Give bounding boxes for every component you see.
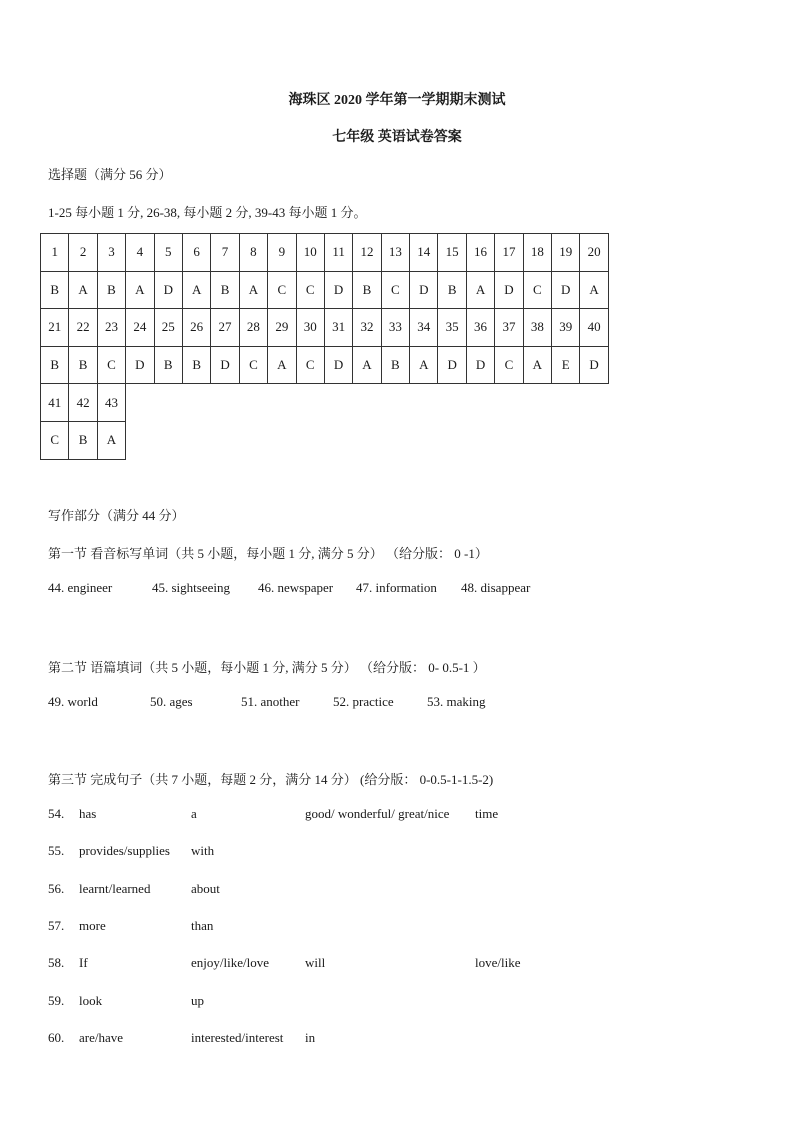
part2-heading: 第二节 语篇填词（共 5 小题，每小题 1 分, 满分 5 分） （给分版： 0- 0.5-1 ） bbox=[48, 660, 486, 675]
question-number-cell: 25 bbox=[154, 309, 182, 347]
sentence-answer-word: a bbox=[191, 806, 197, 821]
sentence-number: 55. bbox=[48, 843, 65, 859]
answer-letter-cell: A bbox=[353, 346, 381, 384]
answer-letter-cell: B bbox=[211, 271, 239, 309]
question-number-cell: 42 bbox=[69, 384, 97, 422]
question-number-row bbox=[41, 309, 609, 347]
sentence-answer-word: If bbox=[79, 955, 88, 971]
answer-letter-cell: E bbox=[552, 346, 580, 384]
question-number-cell: 7 bbox=[211, 234, 239, 272]
answer-letter-cell: D bbox=[126, 346, 154, 384]
sentence-answer-word: interested/interest bbox=[191, 1029, 284, 1045]
sentence-answer-word: in bbox=[305, 1029, 316, 1045]
sentence-answer-word: than bbox=[191, 917, 214, 933]
sentence-number: 59. bbox=[48, 992, 65, 1008]
page-title: 海珠区 2020 学年第一学期期末测试 bbox=[288, 93, 506, 108]
question-number-cell: 33 bbox=[381, 309, 409, 347]
question-number-cell: 13 bbox=[381, 234, 409, 272]
answer-letter-cell: D bbox=[154, 271, 182, 309]
sentence-answer-word: has bbox=[79, 806, 97, 821]
question-number-cell: 30 bbox=[296, 309, 324, 347]
answer-letter-cell: D bbox=[580, 346, 608, 384]
answer-letter-cell: B bbox=[353, 271, 381, 309]
question-number-cell: 32 bbox=[353, 309, 381, 347]
answer-49: 49. world bbox=[48, 694, 98, 709]
question-number-cell: 20 bbox=[580, 234, 608, 272]
question-number-cell: 4 bbox=[126, 234, 154, 272]
question-number-cell: 9 bbox=[268, 234, 296, 272]
sentence-answer-word: up bbox=[191, 992, 204, 1008]
sentence-answer-word: enjoy/like/love bbox=[191, 955, 269, 971]
question-number-cell: 34 bbox=[410, 309, 438, 347]
sentence-answer-word: will bbox=[305, 955, 326, 971]
answer-letter-cell: C bbox=[239, 346, 267, 384]
question-number-cell: 38 bbox=[523, 309, 551, 347]
sentence-number: 58. bbox=[48, 955, 65, 971]
answer-letter-cell: C bbox=[296, 346, 324, 384]
answer-letter-cell: D bbox=[552, 271, 580, 309]
question-number-cell: 17 bbox=[495, 234, 523, 272]
answer-letter-cell: D bbox=[324, 346, 352, 384]
sentence-number: 54. bbox=[48, 806, 65, 821]
choice-heading: 选择题（满分 56 分） bbox=[48, 167, 172, 182]
sentence-answer-word: provides/supplies bbox=[79, 843, 170, 859]
question-number-cell: 2 bbox=[69, 234, 97, 272]
answer-letter-cell: B bbox=[97, 271, 125, 309]
answer-letter-cell: C bbox=[296, 271, 324, 309]
answer-letter-cell: D bbox=[438, 346, 466, 384]
question-number-cell: 27 bbox=[211, 309, 239, 347]
question-number-cell: 43 bbox=[97, 384, 125, 422]
answer-letter-cell: A bbox=[268, 346, 296, 384]
question-number-cell: 5 bbox=[154, 234, 182, 272]
question-number-cell: 35 bbox=[438, 309, 466, 347]
answer-53: 53. making bbox=[427, 694, 486, 709]
sentence-number: 56. bbox=[48, 880, 65, 896]
answer-letter-cell: B bbox=[154, 346, 182, 384]
sentence-answer-word: love/like bbox=[475, 955, 521, 971]
question-number-cell: 8 bbox=[239, 234, 267, 272]
question-number-cell: 10 bbox=[296, 234, 324, 272]
question-number-cell: 28 bbox=[239, 309, 267, 347]
answer-letter-cell: C bbox=[381, 271, 409, 309]
answer-letter-cell: D bbox=[495, 271, 523, 309]
answer-46: 46. newspaper bbox=[258, 580, 334, 595]
answer-letter-cell: C bbox=[523, 271, 551, 309]
answer-letter-cell: D bbox=[324, 271, 352, 309]
answer-letter-cell: D bbox=[211, 346, 239, 384]
question-number-cell: 14 bbox=[410, 234, 438, 272]
answer-45: 45. sightseeing bbox=[152, 580, 230, 595]
question-number-cell: 39 bbox=[552, 309, 580, 347]
answer-letter-cell: A bbox=[182, 271, 210, 309]
question-number-cell: 15 bbox=[438, 234, 466, 272]
question-number-cell: 23 bbox=[97, 309, 125, 347]
answer-letter-cell: C bbox=[97, 346, 125, 384]
answer-48: 48. disappear bbox=[461, 580, 531, 595]
question-number-row bbox=[41, 234, 609, 272]
answer-letter-cell: A bbox=[523, 346, 551, 384]
sentence-answer-word: time bbox=[475, 806, 499, 821]
answer-letter-cell: C bbox=[41, 421, 69, 459]
answer-letter-cell: A bbox=[410, 346, 438, 384]
question-number-cell: 16 bbox=[466, 234, 494, 272]
question-number-cell: 11 bbox=[324, 234, 352, 272]
answer-letter-cell: A bbox=[97, 421, 125, 459]
choice-scoring-note: 1-25 每小题 1 分, 26-38, 每小题 2 分, 39-43 每小题 1 分。 bbox=[48, 205, 367, 220]
sentence-answer-word: more bbox=[79, 917, 106, 933]
question-number-cell: 37 bbox=[495, 309, 523, 347]
question-number-cell: 41 bbox=[41, 384, 69, 422]
answer-letter-cell: B bbox=[41, 271, 69, 309]
answer-47: 47. information bbox=[356, 580, 437, 595]
answer-44: 44. engineer bbox=[48, 580, 113, 595]
answer-51: 51. another bbox=[241, 694, 300, 709]
answer-letter-cell: D bbox=[410, 271, 438, 309]
question-number-cell: 19 bbox=[552, 234, 580, 272]
question-number-cell: 26 bbox=[182, 309, 210, 347]
sentence-number: 60. bbox=[48, 1029, 65, 1045]
part1-heading: 第一节 看音标写单词（共 5 小题，每小题 1 分, 满分 5 分） （给分版： 0 -1） bbox=[48, 546, 488, 561]
answer-letter-row bbox=[41, 271, 609, 309]
answer-letter-cell: D bbox=[466, 346, 494, 384]
sentence-answer-word: look bbox=[79, 992, 103, 1008]
answer-50: 50. ages bbox=[150, 694, 193, 709]
answer-key-table bbox=[40, 233, 609, 460]
answer-letter-cell: B bbox=[438, 271, 466, 309]
part2-answers bbox=[48, 694, 748, 714]
answer-letter-cell: B bbox=[41, 346, 69, 384]
question-number-cell: 12 bbox=[353, 234, 381, 272]
answer-letter-cell: C bbox=[268, 271, 296, 309]
sentence-answer-word: are/have bbox=[79, 1029, 124, 1045]
question-number-cell: 6 bbox=[182, 234, 210, 272]
sentence-answer-word: learnt/learned bbox=[79, 880, 151, 896]
question-number-cell: 31 bbox=[324, 309, 352, 347]
page-subtitle: 七年级 英语试卷答案 bbox=[332, 130, 462, 145]
answer-letter-cell: B bbox=[69, 421, 97, 459]
sentence-answer-word: about bbox=[191, 880, 220, 896]
part3-heading: 第三节 完成句子（共 7 小题，每题 2 分，满分 14 分） (给分版： 0-0.5-1-1.5-2) bbox=[48, 772, 494, 787]
question-number-cell: 40 bbox=[580, 309, 608, 347]
answer-letter-cell: B bbox=[381, 346, 409, 384]
sentence-answer-word: good/ wonderful/ great/nice bbox=[305, 806, 450, 821]
question-number-cell: 29 bbox=[268, 309, 296, 347]
answer-letter-cell: A bbox=[126, 271, 154, 309]
question-number-cell: 22 bbox=[69, 309, 97, 347]
answer-letter-row bbox=[41, 346, 609, 384]
sentence-answer-word: with bbox=[191, 843, 215, 859]
answer-letter-cell: A bbox=[466, 271, 494, 309]
question-number-cell: 21 bbox=[41, 309, 69, 347]
question-number-cell: 1 bbox=[41, 234, 69, 272]
answer-52: 52. practice bbox=[333, 694, 394, 709]
answer-letter-cell: A bbox=[580, 271, 608, 309]
writing-heading: 写作部分（满分 44 分） bbox=[48, 508, 185, 523]
question-number-cell: 24 bbox=[126, 309, 154, 347]
question-number-cell: 36 bbox=[466, 309, 494, 347]
answer-letter-row bbox=[41, 421, 609, 459]
answer-letter-cell: B bbox=[182, 346, 210, 384]
answer-letter-cell: C bbox=[495, 346, 523, 384]
question-number-row bbox=[41, 384, 609, 422]
sentence-number: 57. bbox=[48, 917, 65, 933]
answer-letter-cell: A bbox=[239, 271, 267, 309]
part1-answers bbox=[48, 580, 748, 600]
question-number-cell: 3 bbox=[97, 234, 125, 272]
question-number-cell: 18 bbox=[523, 234, 551, 272]
answer-letter-cell: B bbox=[69, 346, 97, 384]
answer-letter-cell: A bbox=[69, 271, 97, 309]
